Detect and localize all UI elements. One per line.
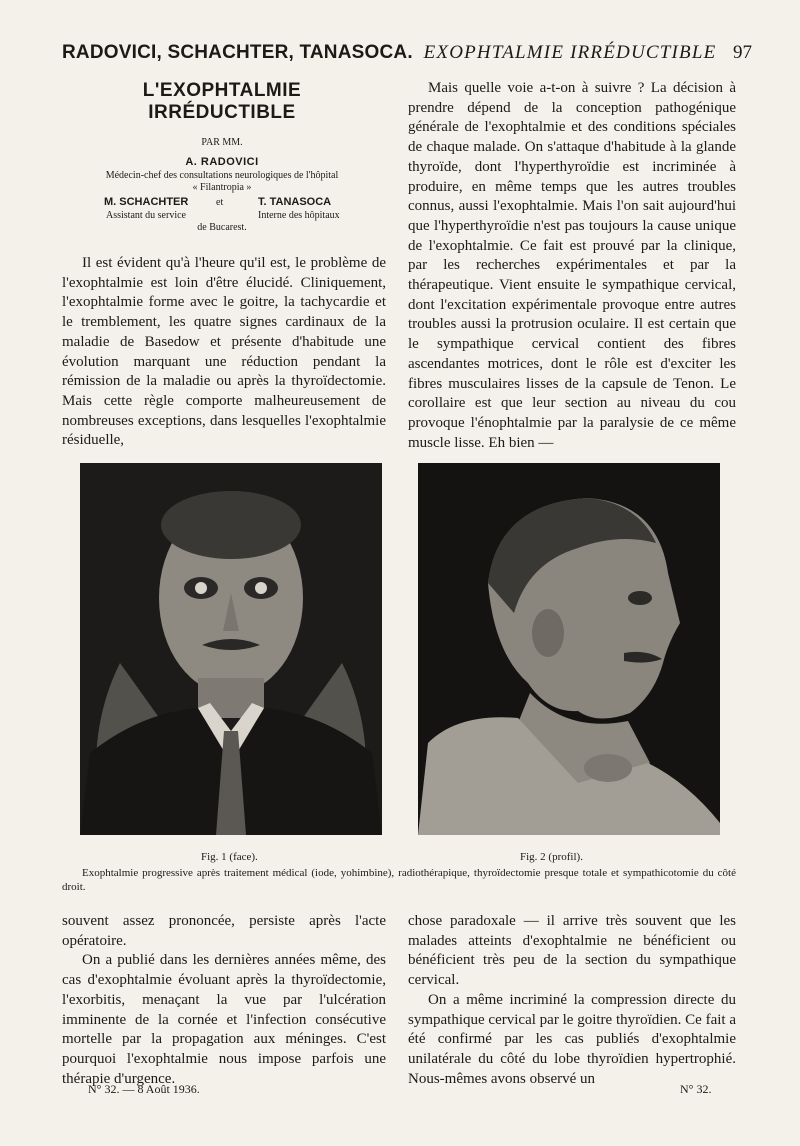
byline-author1-desc2: « Filantropia » <box>192 182 252 193</box>
figure-2-photo <box>418 463 720 835</box>
byline-author1: A. RADOVICI <box>185 156 259 168</box>
byline-author2-desc: Assistant du service <box>106 210 186 221</box>
byline-author1-desc1: Médecin-chef des consultations neurologiques de l'hôpital <box>105 170 339 181</box>
byline-author3: T. TANASOCA <box>258 196 332 208</box>
page-number: 97 <box>733 42 752 63</box>
figure-caption: Exophtalmie progressive après traitement médical (iode, yohimbine), radiothérapique, thyroïdectomie presque totale et sympathicotomie du côté droit. <box>62 867 736 893</box>
footer-issue-number: N° 32. <box>680 1082 712 1096</box>
article-title <box>62 80 382 124</box>
article-title-line1: L'EXOPHTALMIE <box>142 80 302 101</box>
running-header <box>62 42 752 70</box>
paragraph: Mais quelle voie a-t-on à suivre ? La décision à prendre dépend de la conception pathogénique générale de l'exophtalmie et des conditions spéciales de chaque malade. On s'attaque d'habitude à la glande thyroïde, dont l'hyperthyroïdie est incriminée à produire, en même temps que les autres troubles connus, aussi l'exophtalmie. Mais l'on sait aujourd'hui que l'hyperthyroïdie n'est pas toujours la cause unique de l'exophtalmie. Ce fait est prouvé par la clinique, par les recherches expérimentales et par la thérapeutique. Vient ensuite le sympathique cervical, dont l'excitation expérimentale provoque entre autres troubles aussi la protrusion oculaire. Il est certain que le sympathique cervical contient des fibres ascendantes motrices, dont le rôle est d'exciter les fibres musculaires lisses de la capsule de Tenon. Le corollaire est que leur section au niveau du cou provoque l'énophtalmie par la paralysie de ce même muscle lisse. Eh bien — <box>408 80 736 451</box>
footer-issue-date: N° 32. — 8 Août 1936. <box>88 1082 200 1096</box>
paragraph: chose paradoxale — il arrive très souvent que les malades atteints d'exophtalmie ne bénéficient ou bénéficient très peu de la section du sympathique cervical. <box>408 913 736 989</box>
byline-et: et <box>216 197 224 208</box>
byline-author2: M. SCHACHTER <box>104 196 189 208</box>
paragraph: On a même incriminé la compression directe du sympathique cervical par le goitre thyroïdien. Ce fait a été confirmé par les cas publiés d'exophtalmie unilatérale du côté du lobe thyroïdien hypertrophié. Nous-mêmes avons observé un <box>408 991 736 1087</box>
header-authors: RADOVICI, SCHACHTER, TANASOCA. <box>62 42 413 63</box>
right-column-top <box>408 79 736 453</box>
portrait-profile-image <box>418 463 720 835</box>
figure-1-label: Fig. 1 (face). <box>201 851 258 863</box>
paragraph: souvent assez prononcée, persiste après l'acte opératoire. <box>62 913 386 949</box>
figure-2-label: Fig. 2 (profil). <box>520 851 583 863</box>
paragraph: Il est évident qu'à l'heure qu'il est, le problème de l'exophtalmie est loin d'être élucidé. Cliniquement, l'exophtalmie forme avec le goitre, la tachycardie et le tremblement, les quatre signes cardinaux de la maladie de Basedow et présente d'habitude une évolution marquant une réduction pendant la rémission de la maladie ou après la thyroïdectomie. Mais cette règle comporte malheureusement de nombreuses exceptions, dans lesquelles l'exophtalmie résiduelle, <box>62 255 386 449</box>
left-column-bottom <box>62 912 386 1089</box>
right-column-bottom <box>408 912 736 1089</box>
portrait-face-image <box>80 463 382 835</box>
article-title-line2: IRRÉDUCTIBLE <box>148 102 296 123</box>
byline-author3-desc: Interne des hôpitaux <box>258 210 340 221</box>
paragraph: On a publié dans les dernières années même, des cas d'exophtalmie évoluant après la thyroïdectomie, l'exorbitis, menaçant la vue par l'ulcération imminente de la cornée et l'infection consécutive mortelle par la propagation aux méninges. C'est pourquoi l'exophtalmie nous impose parfois une thérapie d'urgence. <box>62 952 386 1087</box>
left-column-top <box>62 254 386 451</box>
header-title: EXOPHTALMIE IRRÉDUCTIBLE <box>423 42 717 63</box>
byline-city: de Bucarest. <box>197 222 247 233</box>
figure-1-photo <box>80 463 382 835</box>
byline-par: PAR MM. <box>201 137 243 148</box>
